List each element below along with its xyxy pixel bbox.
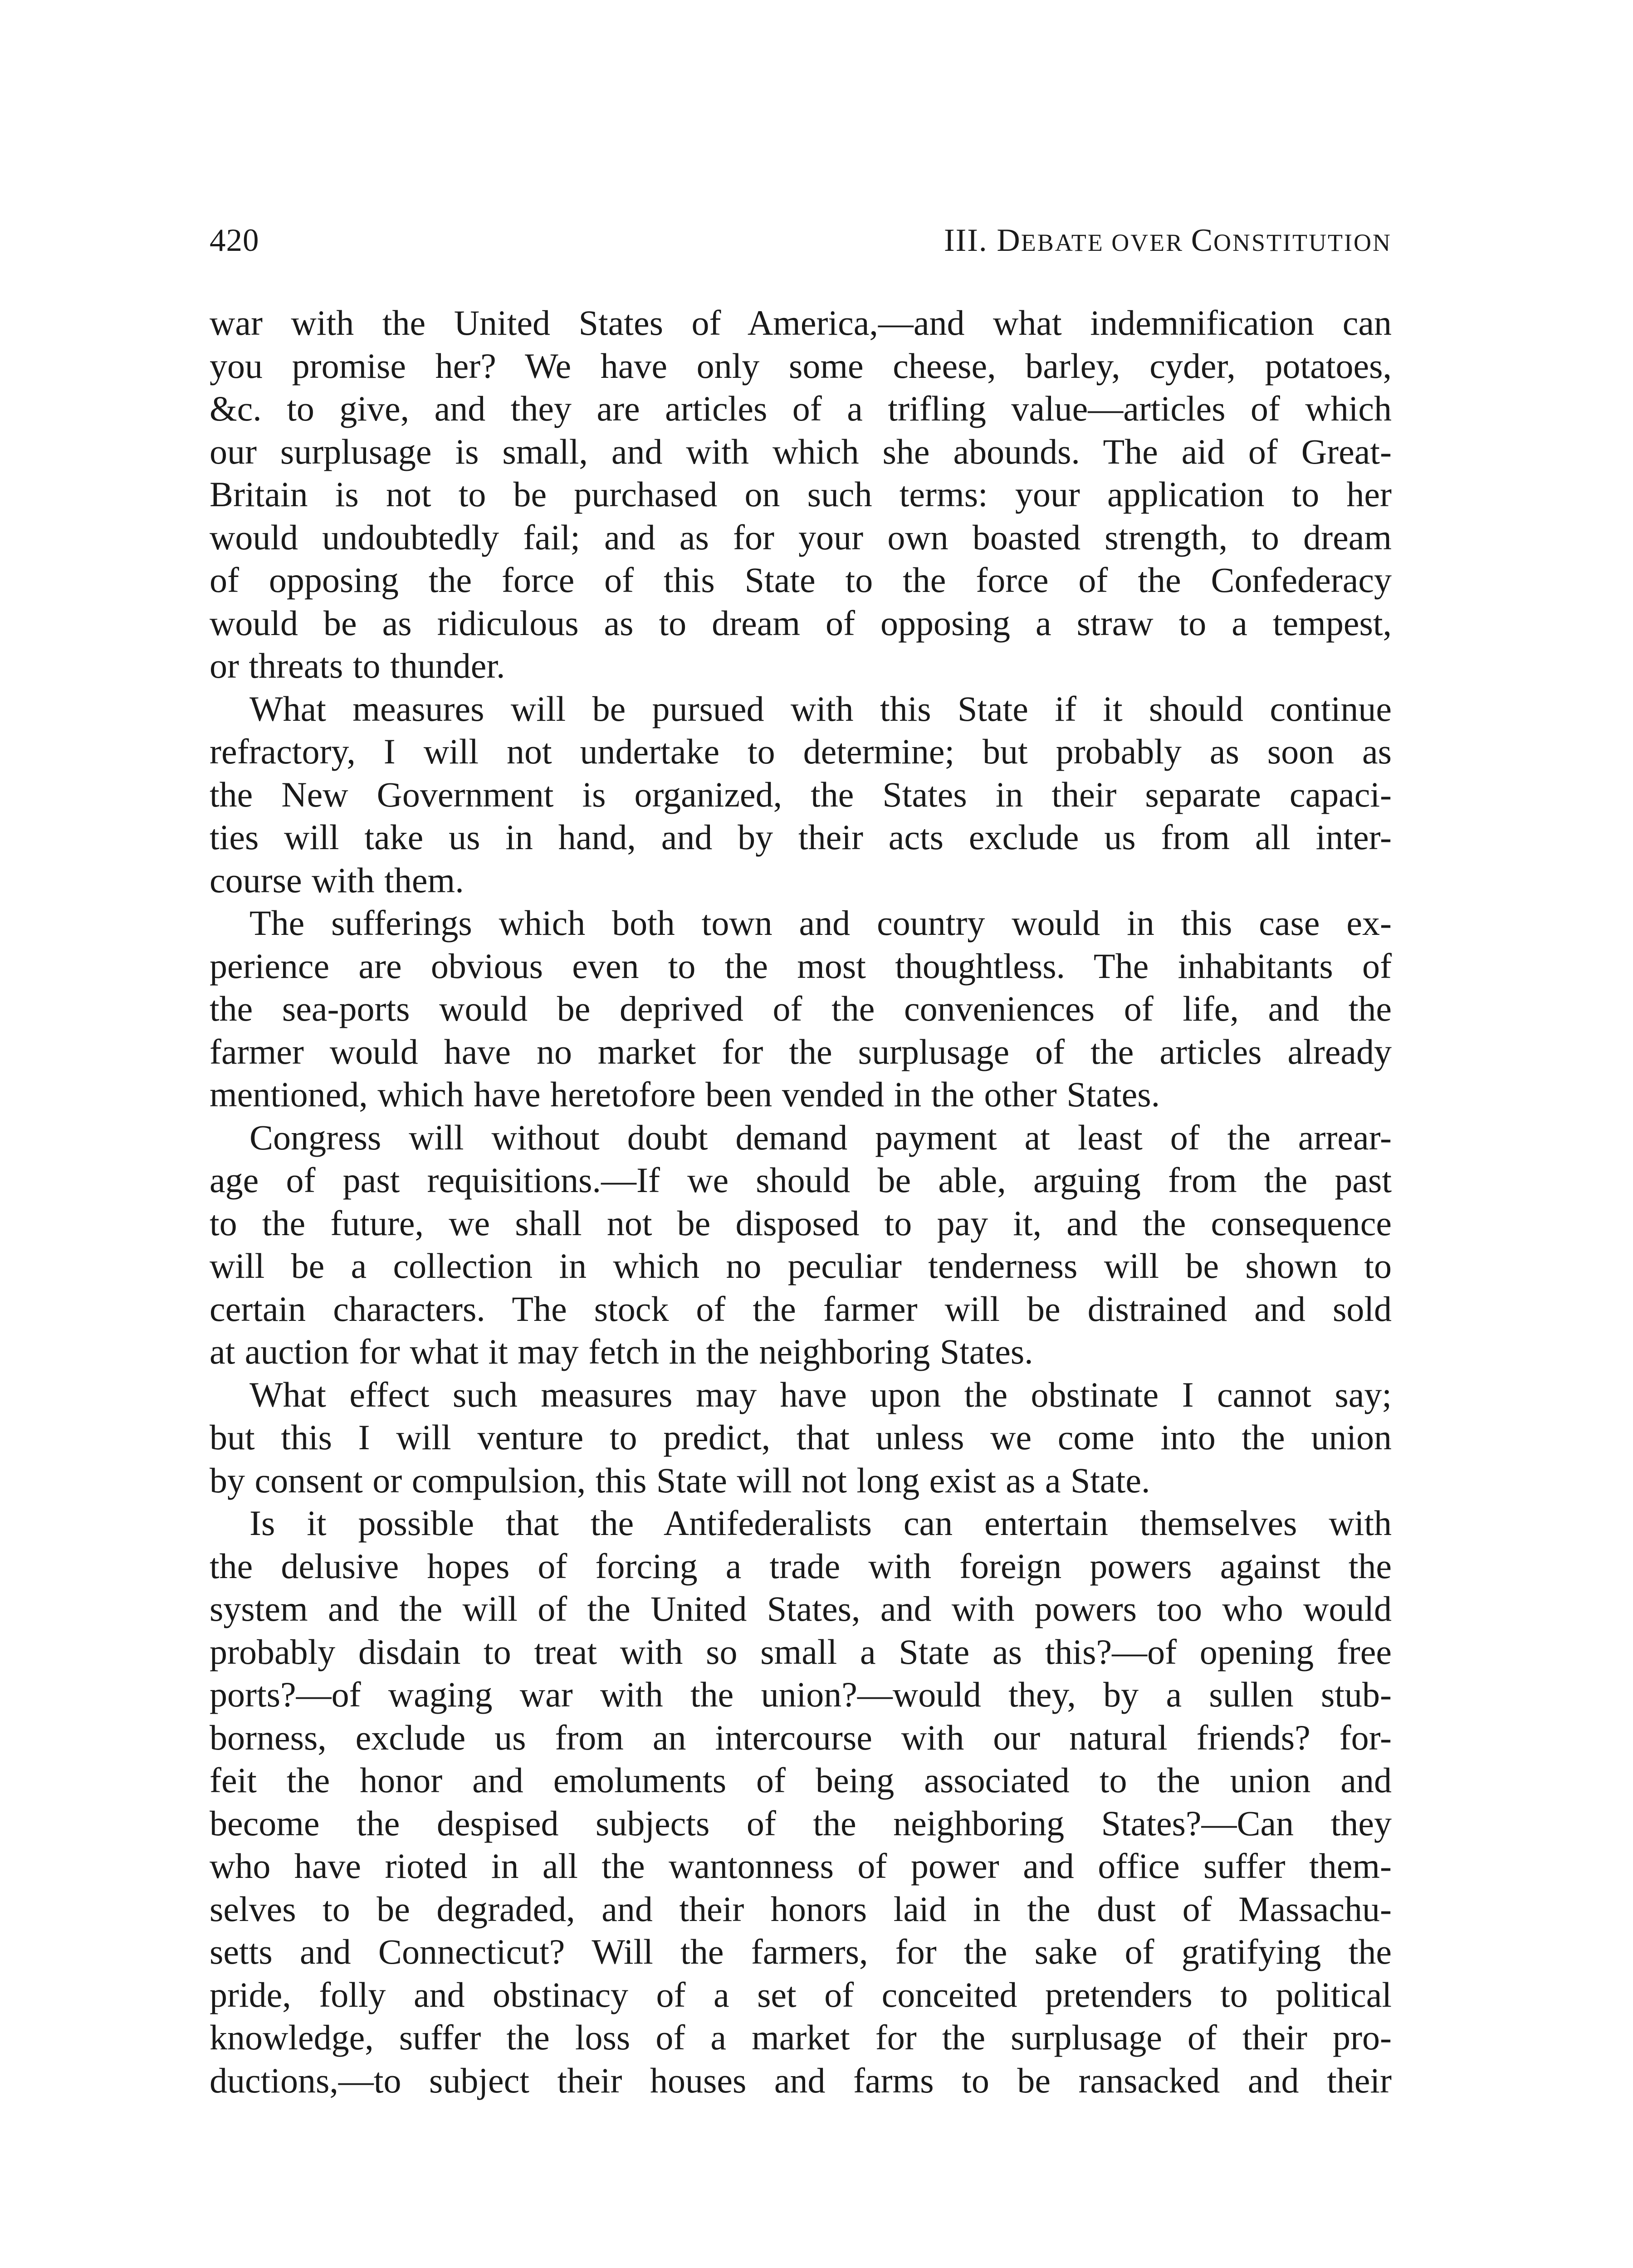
text-line: farmer would have no market for the surplusage of the articles already	[210, 1031, 1392, 1071]
paragraph	[210, 688, 1392, 902]
paragraph	[210, 1116, 1392, 1374]
text-line: feit the honor and emoluments of being associated to the union and	[210, 1760, 1392, 1800]
text-line: you promise her? We have only some cheese, barley, cyder, potatoes,	[210, 346, 1392, 386]
paragraph	[210, 302, 1392, 688]
text-line: refractory, I will not undertake to determine; but probably as soon as	[210, 732, 1392, 771]
text-line: course with them.	[210, 860, 464, 900]
text-line: age of past requisitions.—If we should be able, arguing from the past	[210, 1160, 1392, 1200]
paragraph	[210, 1502, 1392, 2102]
text-line: The sufferings which both town and country would in this case ex-	[249, 903, 1392, 943]
paragraph	[210, 902, 1392, 1116]
text-line: ports?—of waging war with the union?—would they, by a sullen stub-	[210, 1675, 1392, 1714]
section-title-part: ONSTITUTION	[1213, 229, 1392, 256]
page-number: 420	[210, 223, 259, 258]
text-line: setts and Connecticut? Will the farmers, for the sake of gratifying the	[210, 1932, 1392, 1971]
text-line: Congress will without doubt demand payment at least of the arrear-	[249, 1117, 1392, 1157]
text-line: the sea-ports would be deprived of the conveniences of life, and the	[210, 989, 1392, 1028]
text-line: probably disdain to treat with so small a State as this?—of opening free	[210, 1632, 1392, 1672]
section-title-part: EBATE OVER	[1021, 229, 1191, 256]
text-line: &c. to give, and they are articles of a trifling value—articles of which	[210, 389, 1392, 428]
text-line: would undoubtedly fail; and as for your own boasted strength, to dream	[210, 517, 1392, 557]
body-text	[210, 302, 1392, 2102]
text-line: ties will take us in hand, and by their acts exclude us from all inter-	[210, 817, 1392, 857]
text-line: will be a collection in which no peculiar tenderness will be shown to	[210, 1246, 1392, 1286]
text-line: of opposing the force of this State to the force of the Confederacy	[210, 560, 1392, 600]
text-line: become the despised subjects of the neighboring States?—Can they	[210, 1803, 1392, 1843]
section-title-part: III. D	[944, 223, 1021, 258]
text-line: borness, exclude us from an intercourse with our natural friends? for-	[210, 1717, 1392, 1757]
text-line: who have rioted in all the wantonness of power and office suffer them-	[210, 1846, 1392, 1886]
text-line: pride, folly and obstinacy of a set of conceited pretenders to political	[210, 1975, 1392, 2014]
text-line: by consent or compulsion, this State will not long exist as a State.	[210, 1460, 1150, 1500]
text-line: mentioned, which have heretofore been vended in the other States.	[210, 1075, 1160, 1114]
text-line: Is it possible that the Antifederalists can entertain themselves with	[249, 1503, 1392, 1543]
text-line: system and the will of the United States, and with powers too who would	[210, 1589, 1392, 1628]
text-line: What effect such measures may have upon the obstinate I cannot say;	[249, 1374, 1392, 1414]
running-head	[210, 218, 1392, 263]
text-line: but this I will venture to predict, that unless we come into the union	[210, 1418, 1392, 1457]
text-line: the New Government is organized, the States in their separate capaci-	[210, 774, 1392, 814]
text-line: perience are obvious even to the most thoughtless. The inhabitants of	[210, 946, 1392, 986]
section-title-part: C	[1191, 223, 1214, 258]
text-line: at auction for what it may fetch in the neighboring States.	[210, 1332, 1033, 1371]
text-line: to the future, we shall not be disposed to pay it, and the consequence	[210, 1203, 1392, 1243]
text-line: or threats to thunder.	[210, 646, 505, 685]
text-line: our surplusage is small, and with which she abounds. The aid of Great-	[210, 431, 1392, 471]
text-line: What measures will be pursued with this State if it should continue	[249, 689, 1392, 728]
text-line: the delusive hopes of forcing a trade with foreign powers against the	[210, 1546, 1392, 1586]
text-line: would be as ridiculous as to dream of opposing a straw to a tempest,	[210, 603, 1392, 643]
text-line: ductions,—to subject their houses and farms to be ransacked and their	[210, 2060, 1392, 2100]
text-line: certain characters. The stock of the farmer will be distrained and sold	[210, 1289, 1392, 1329]
text-line: selves to be degraded, and their honors laid in the dust of Massachu-	[210, 1889, 1392, 1929]
text-line: knowledge, suffer the loss of a market for the surplusage of their pro-	[210, 2018, 1392, 2057]
paragraph	[210, 1374, 1392, 1502]
section-title	[944, 218, 1392, 265]
text-line: Britain is not to be purchased on such terms: your application to her	[210, 474, 1392, 514]
text-line: war with the United States of America,—and what indemnification can	[210, 303, 1392, 342]
